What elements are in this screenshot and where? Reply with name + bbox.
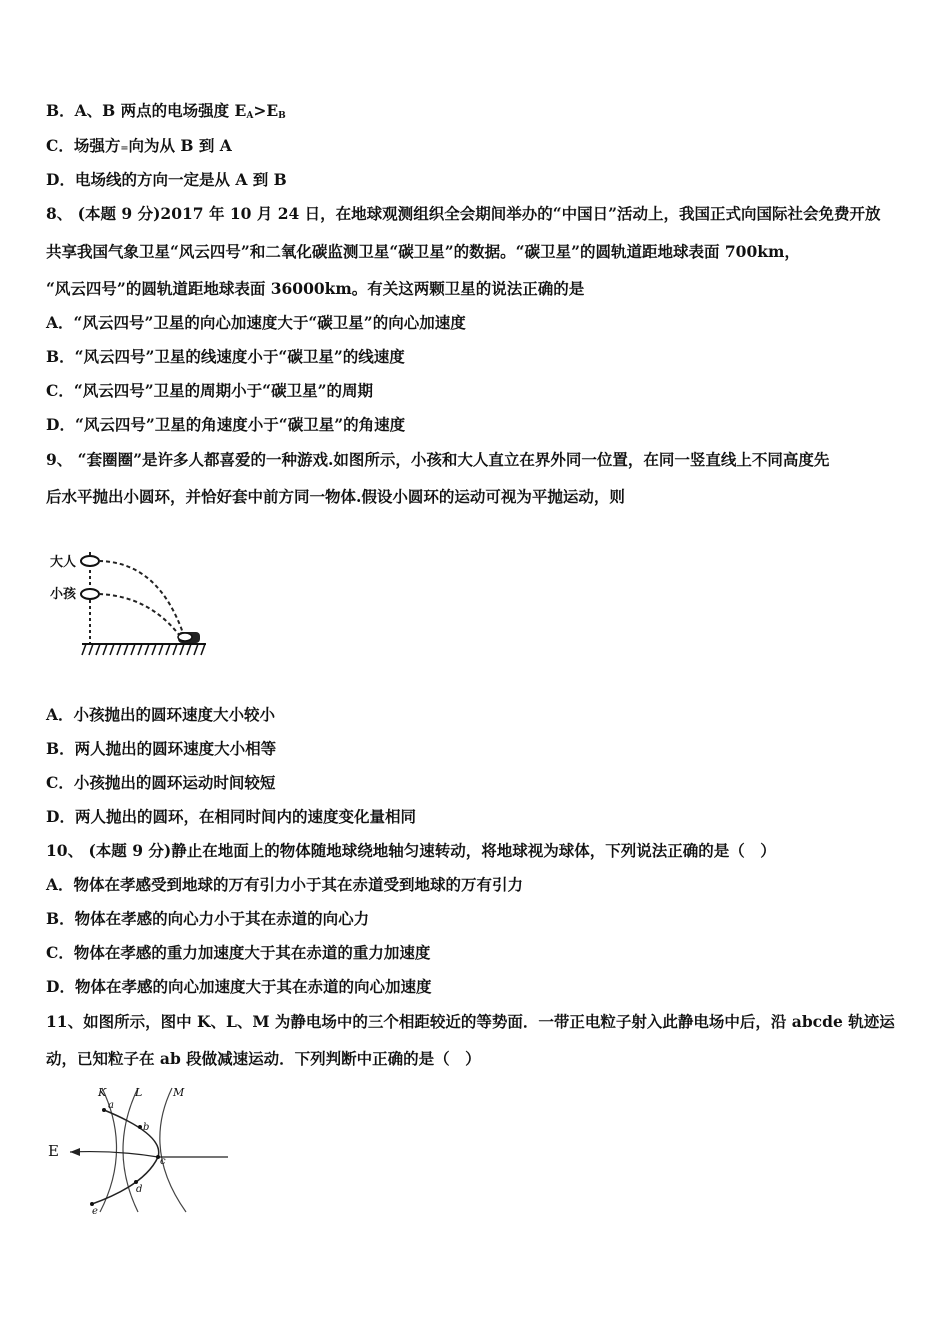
q9-option-a: A．小孩抛出的圆环速度大小较小	[46, 705, 276, 724]
q9-option-c: C．小孩抛出的圆环运动时间较短	[46, 773, 276, 792]
q9-stem-line2: 后水平抛出小圆环，并恰好套中前方同一物体.假设小圆环的运动可视为平抛运动，则	[46, 487, 625, 506]
equipotential-figure	[40, 1080, 240, 1220]
q9-option-b: B．两人抛出的圆环速度大小相等	[46, 739, 277, 758]
q8-option-c: C．“风云四号”卫星的周期小于“碳卫星”的周期	[46, 381, 373, 400]
q7-option-d: D．电场线的方向一定是从 A 到 B	[46, 170, 287, 189]
q8-stem-line2: 共享我国气象卫星“风云四号”和二氧化碳监测卫星“碳卫星”的数据。“碳卫星”的圆轨道距地球表面 700km，	[46, 242, 800, 261]
q8-option-d: D．“风云四号”卫星的角速度小于“碳卫星”的角速度	[46, 415, 406, 434]
label-a: a	[108, 1100, 114, 1111]
label-e: e	[92, 1206, 98, 1217]
label-K: K	[98, 1086, 107, 1099]
q8-option-a: A．“风云四号”卫星的向心加速度大于“碳卫星”的向心加速度	[46, 313, 466, 332]
q9-option-d: D．两人抛出的圆环，在相同时间内的速度变化量相同	[46, 807, 416, 826]
q8-stem-line1: 8、 (本题 9 分)2017 年 10 月 24 日，在地球观测组织全会期间举办的“中国日”活动上，我国正式向国际社会免费开放	[46, 204, 881, 223]
label-b: b	[143, 1122, 150, 1133]
q10-option-a: A．物体在孝感受到地球的万有引力小于其在赤道受到地球的万有引力	[46, 875, 524, 894]
child-label: 小孩	[50, 587, 77, 602]
q10-option-b: B．物体在孝感的向心力小于其在赤道的向心力	[46, 909, 370, 928]
q11-stem-line1: 11、如图所示，图中 K、L、M 为静电场中的三个相距较近的等势面．一带正电粒子射入此静电场中后，沿 abcde 轨迹运	[46, 1012, 895, 1031]
q9-stem-line1: 9、 “套圈圈”是许多人都喜爱的一种游戏.如图所示，小孩和大人直立在界外同一位置，在同一竖直线上不同高度先	[46, 450, 830, 469]
adult-label: 大人	[50, 555, 77, 570]
q7-option-b: B．A、B 两点的电场强度 $E_A>E_B$	[46, 101, 286, 121]
q10-stem: 10、 (本题 9 分)静止在地面上的物体随地球绕地轴匀速转动，将地球视为球体，下列说法正确的是（ ）	[46, 841, 776, 860]
q10-option-d: D．物体在孝感的向心加速度大于其在赤道的向心加速度	[46, 977, 432, 996]
q8-stem-line3: “风云四号”的圆轨道距地球表面 36000km。有关这两颗卫星的说法正确的是	[46, 279, 585, 298]
q7-option-c: C．场强方₌向为从 B 到 A	[46, 136, 232, 155]
q10-option-c: C．物体在孝感的重力加速度大于其在赤道的重力加速度	[46, 943, 431, 962]
q11-stem-line2: 动，已知粒子在 ab 段做减速运动．下列判断中正确的是（ ）	[46, 1049, 481, 1068]
label-E: E	[48, 1142, 59, 1160]
ring-toss-figure	[44, 540, 214, 665]
label-d: d	[136, 1184, 143, 1195]
label-M: M	[173, 1086, 185, 1099]
label-L: L	[135, 1086, 143, 1099]
label-c: c	[160, 1156, 166, 1167]
q8-option-b: B．“风云四号”卫星的线速度小于“碳卫星”的线速度	[46, 347, 405, 366]
